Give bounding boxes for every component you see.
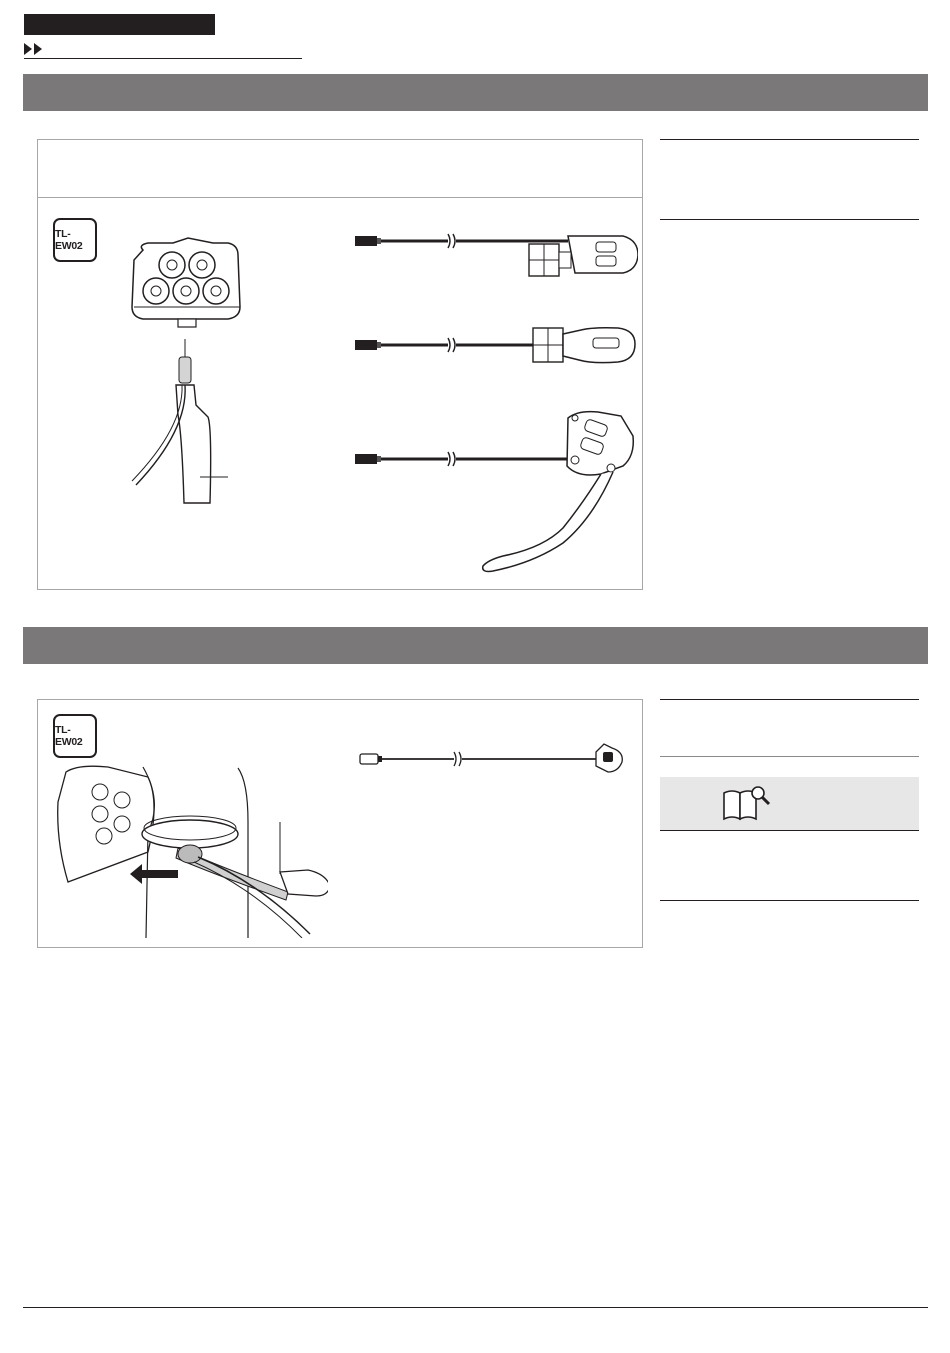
section-1-figure-box <box>37 139 643 590</box>
plug-tool-icon <box>128 235 248 515</box>
side-rule <box>660 830 919 831</box>
brake-lever-switch-cable-icon <box>353 408 643 578</box>
side-rule <box>660 756 919 757</box>
section-2-figure-box <box>37 699 643 948</box>
section-1-title-bar <box>23 74 928 111</box>
footer-rule <box>23 1307 928 1308</box>
breadcrumb-rule <box>24 58 302 59</box>
reference-panel <box>660 777 919 830</box>
side-rule <box>660 139 919 140</box>
header-tab <box>24 14 215 35</box>
side-rule <box>660 699 919 700</box>
junction-cable-icon <box>356 740 626 780</box>
tool-badge-label: TL-EW02 <box>55 228 83 252</box>
side-rule <box>660 219 919 220</box>
section-2-title-bar <box>23 627 928 664</box>
tool-badge-label: TL-EW02 <box>55 724 83 748</box>
breadcrumb-arrows-icon <box>24 42 44 56</box>
book-magnifier-icon <box>722 785 772 821</box>
side-rule <box>660 900 919 901</box>
figure-box-divider <box>38 197 642 198</box>
connector-insertion-diagram <box>48 762 328 938</box>
grip-switch-cable-icon <box>353 324 638 370</box>
short-switch-cable-icon <box>353 230 638 290</box>
tool-badge-tl-ew02 <box>53 714 97 758</box>
tool-badge-tl-ew02 <box>53 218 97 262</box>
